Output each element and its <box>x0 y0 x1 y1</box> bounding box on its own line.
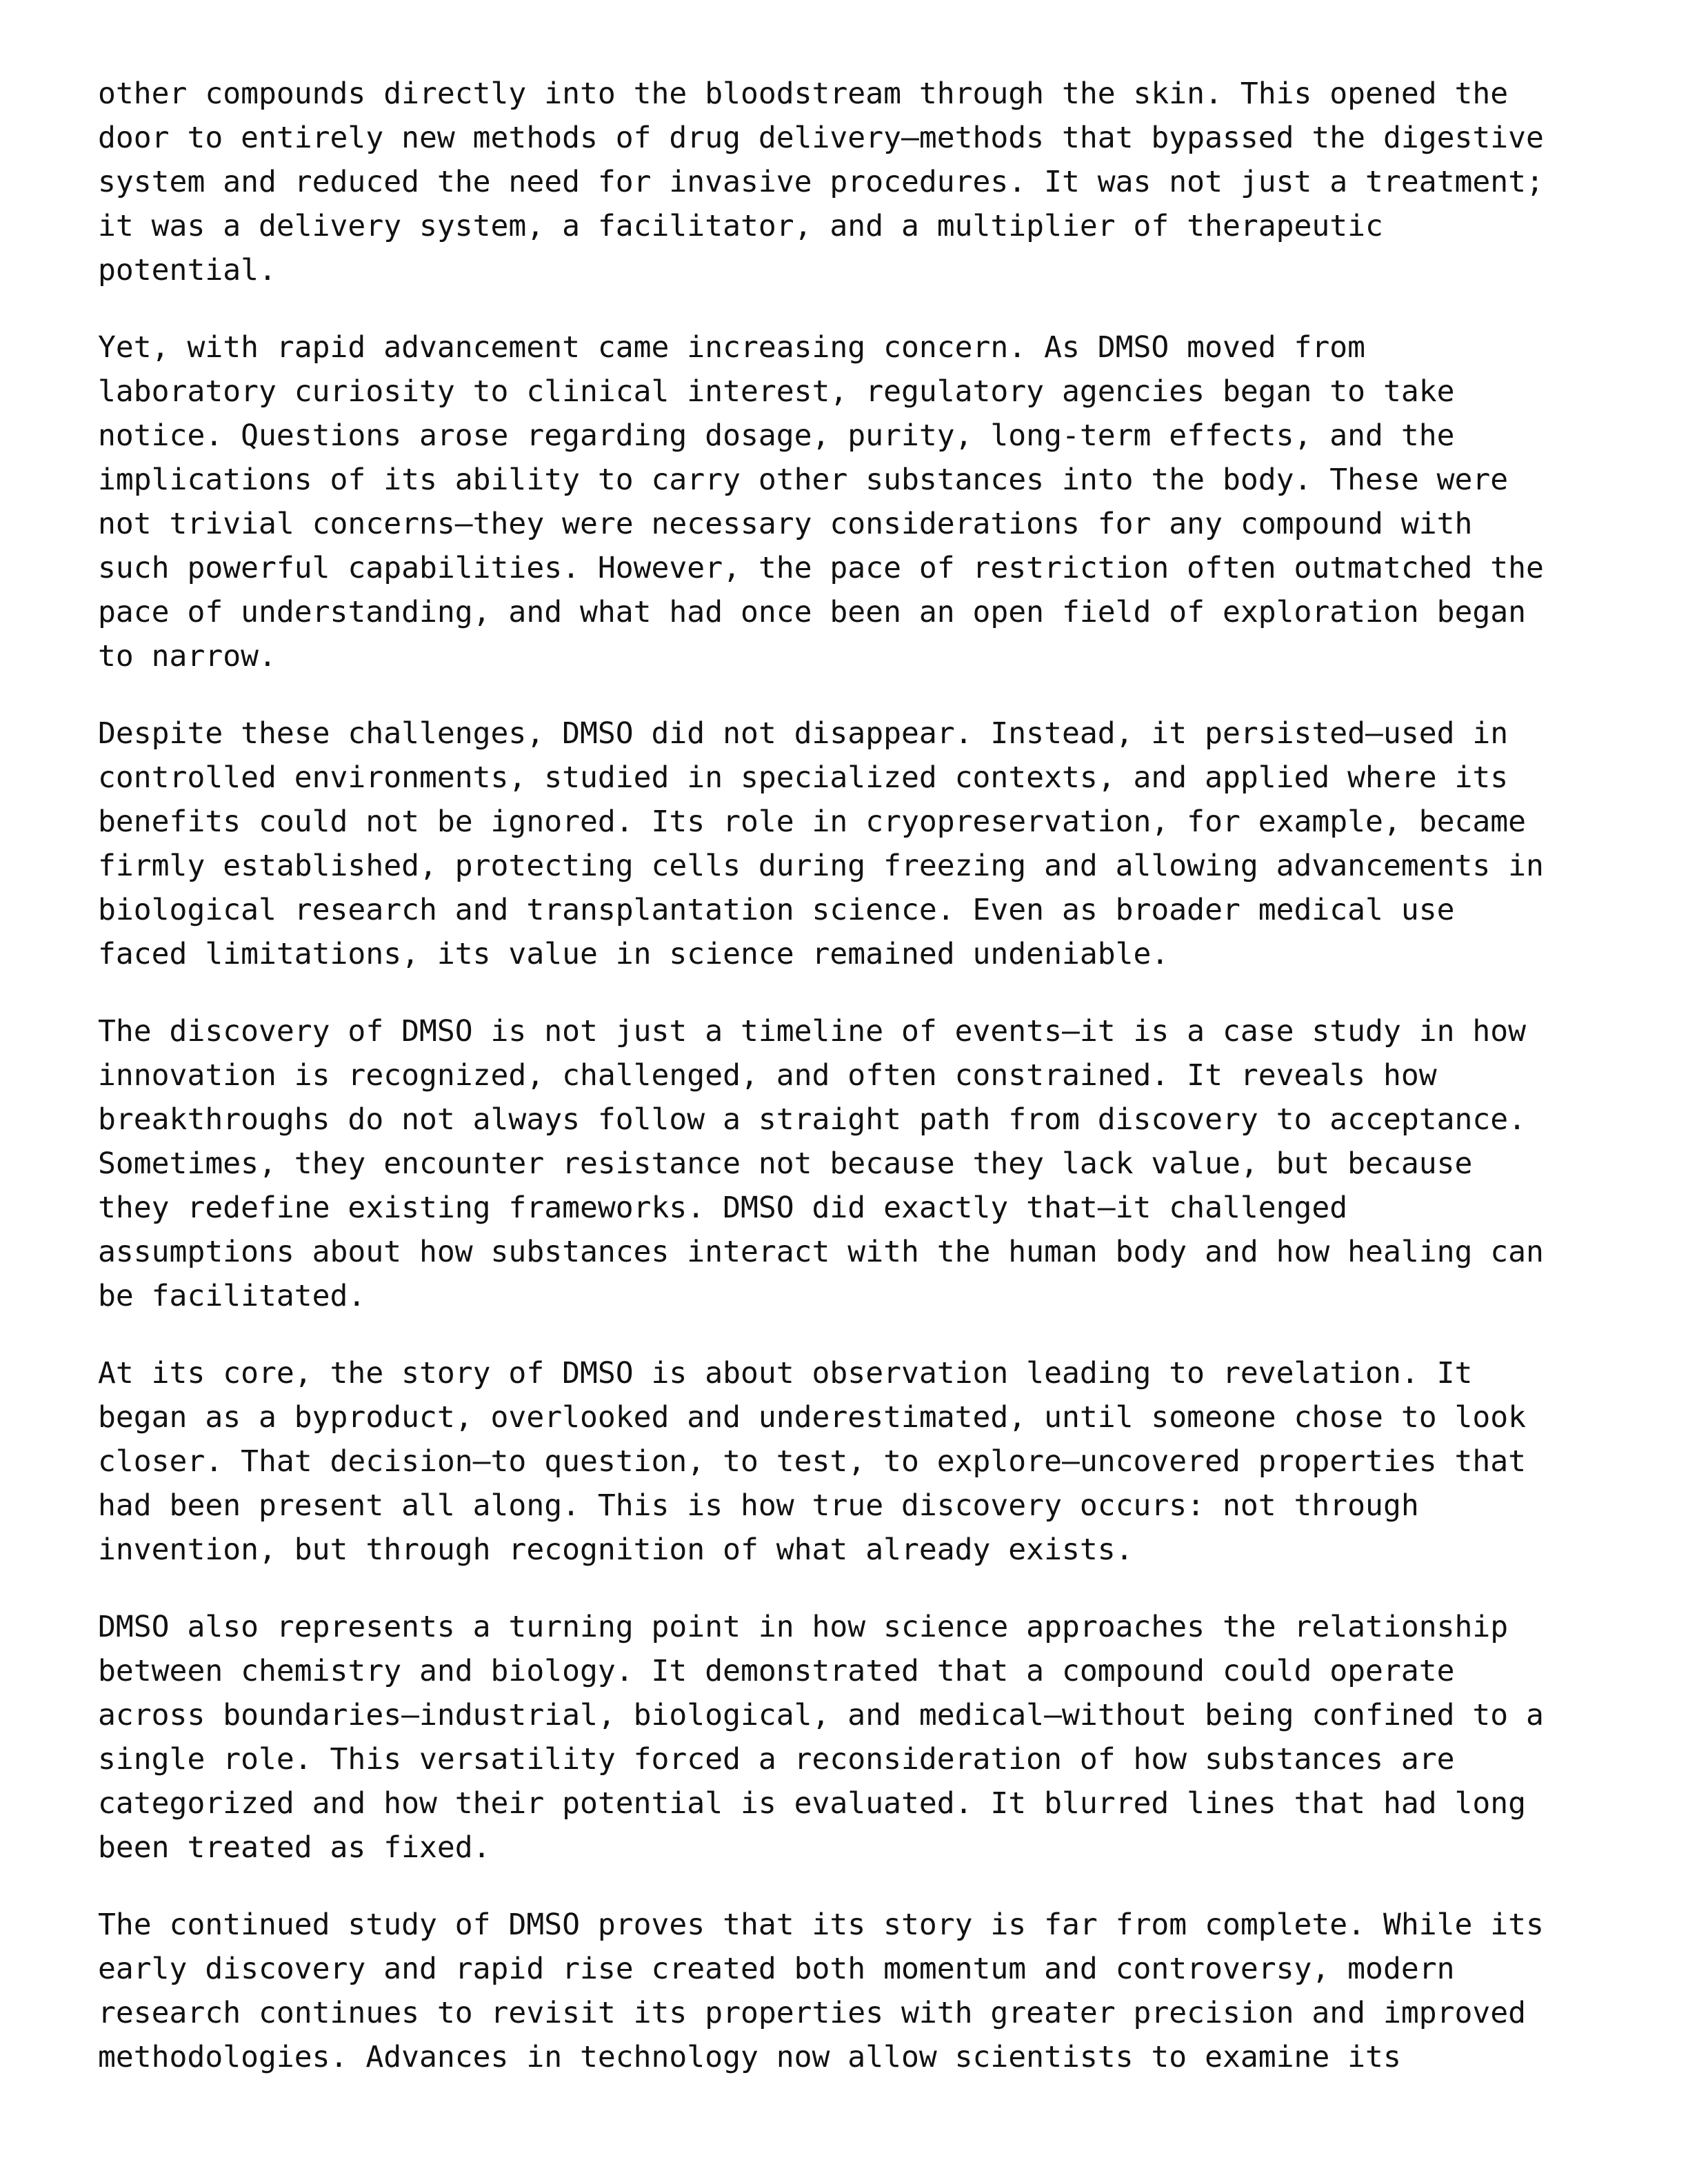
text-line: between chemistry and biology. It demonstrated that a compound could operate <box>98 1654 1455 1688</box>
paragraph-continued-study <box>98 1903 1615 2079</box>
text-line: breakthroughs do not always follow a straight path from discovery to acceptance. <box>98 1102 1527 1137</box>
text-line: controlled environments, studied in specialized contexts, and applied where its <box>98 760 1509 795</box>
text-line: single role. This versatility forced a reconsideration of how substances are <box>98 1742 1455 1777</box>
text-line: invention, but through recognition of what already exists. <box>98 1533 1134 1567</box>
text-line: across boundaries—industrial, biological, and medical—without being confined to a <box>98 1698 1544 1732</box>
text-line: been treated as fixed. <box>98 1830 491 1865</box>
text-line: began as a byproduct, overlooked and underestimated, until someone chose to look <box>98 1400 1527 1435</box>
text-line: closer. That decision—to question, to test, to explore—uncovered properties that <box>98 1444 1527 1479</box>
text-line: The continued study of DMSO proves that its story is far from complete. While its <box>98 1908 1544 1942</box>
text-line: DMSO also represents a turning point in how science approaches the relationship <box>98 1610 1509 1644</box>
text-line: biological research and transplantation science. Even as broader medical use <box>98 893 1455 927</box>
text-line: Sometimes, they encounter resistance not because they lack value, but because <box>98 1146 1473 1181</box>
document-page <box>98 72 1615 2112</box>
text-line: not trivial concerns—they were necessary considerations for any compound with <box>98 507 1473 541</box>
text-line: Yet, with rapid advancement came increasing concern. As DMSO moved from <box>98 330 1366 365</box>
paragraph-turning-point <box>98 1605 1615 1870</box>
text-line: be facilitated. <box>98 1279 366 1313</box>
text-line: innovation is recognized, challenged, and often constrained. It reveals how <box>98 1058 1437 1093</box>
paragraph-drug-delivery <box>98 72 1615 292</box>
paragraph-regulatory-concern <box>98 325 1615 678</box>
text-line: system and reduced the need for invasive procedures. It was not just a treatment; <box>98 165 1544 199</box>
text-line: At its core, the story of DMSO is about observation leading to revelation. It <box>98 1356 1473 1391</box>
text-line: had been present all along. This is how true discovery occurs: not through <box>98 1488 1419 1523</box>
text-line: Despite these challenges, DMSO did not disappear. Instead, it persisted—used in <box>98 716 1509 751</box>
text-line: assumptions about how substances interact with the human body and how healing can <box>98 1235 1544 1269</box>
text-line: categorized and how their potential is evaluated. It blurred lines that had long <box>98 1786 1527 1821</box>
paragraph-observation <box>98 1351 1615 1572</box>
text-line: pace of understanding, and what had once been an open field of exploration began <box>98 595 1527 629</box>
text-line: potential. <box>98 253 277 287</box>
text-line: to narrow. <box>98 639 277 674</box>
paragraph-persistence <box>98 711 1615 976</box>
text-line: faced limitations, its value in science remained undeniable. <box>98 937 1169 971</box>
text-line: methodologies. Advances in technology now allow scientists to examine its <box>98 2040 1401 2074</box>
text-line: research continues to revisit its properties with greater precision and improved <box>98 1996 1527 2030</box>
text-line: implications of its ability to carry other substances into the body. These were <box>98 463 1509 497</box>
text-line: it was a delivery system, a facilitator, and a multiplier of therapeutic <box>98 209 1383 243</box>
text-line: they redefine existing frameworks. DMSO did exactly that—it challenged <box>98 1191 1348 1225</box>
text-line: The discovery of DMSO is not just a timeline of events—it is a case study in how <box>98 1014 1527 1049</box>
text-line: door to entirely new methods of drug delivery—methods that bypassed the digestive <box>98 121 1544 155</box>
text-line: such powerful capabilities. However, the pace of restriction often outmatched the <box>98 551 1544 585</box>
text-line: early discovery and rapid rise created both momentum and controversy, modern <box>98 1952 1455 1986</box>
text-line: laboratory curiosity to clinical interest, regulatory agencies began to take <box>98 374 1455 409</box>
text-line: benefits could not be ignored. Its role in cryopreservation, for example, became <box>98 805 1527 839</box>
text-line: firmly established, protecting cells during freezing and allowing advancements in <box>98 849 1544 883</box>
paragraph-case-study <box>98 1009 1615 1318</box>
text-line: other compounds directly into the bloodstream through the skin. This opened the <box>98 77 1509 111</box>
text-line: notice. Questions arose regarding dosage, purity, long-term effects, and the <box>98 418 1455 453</box>
